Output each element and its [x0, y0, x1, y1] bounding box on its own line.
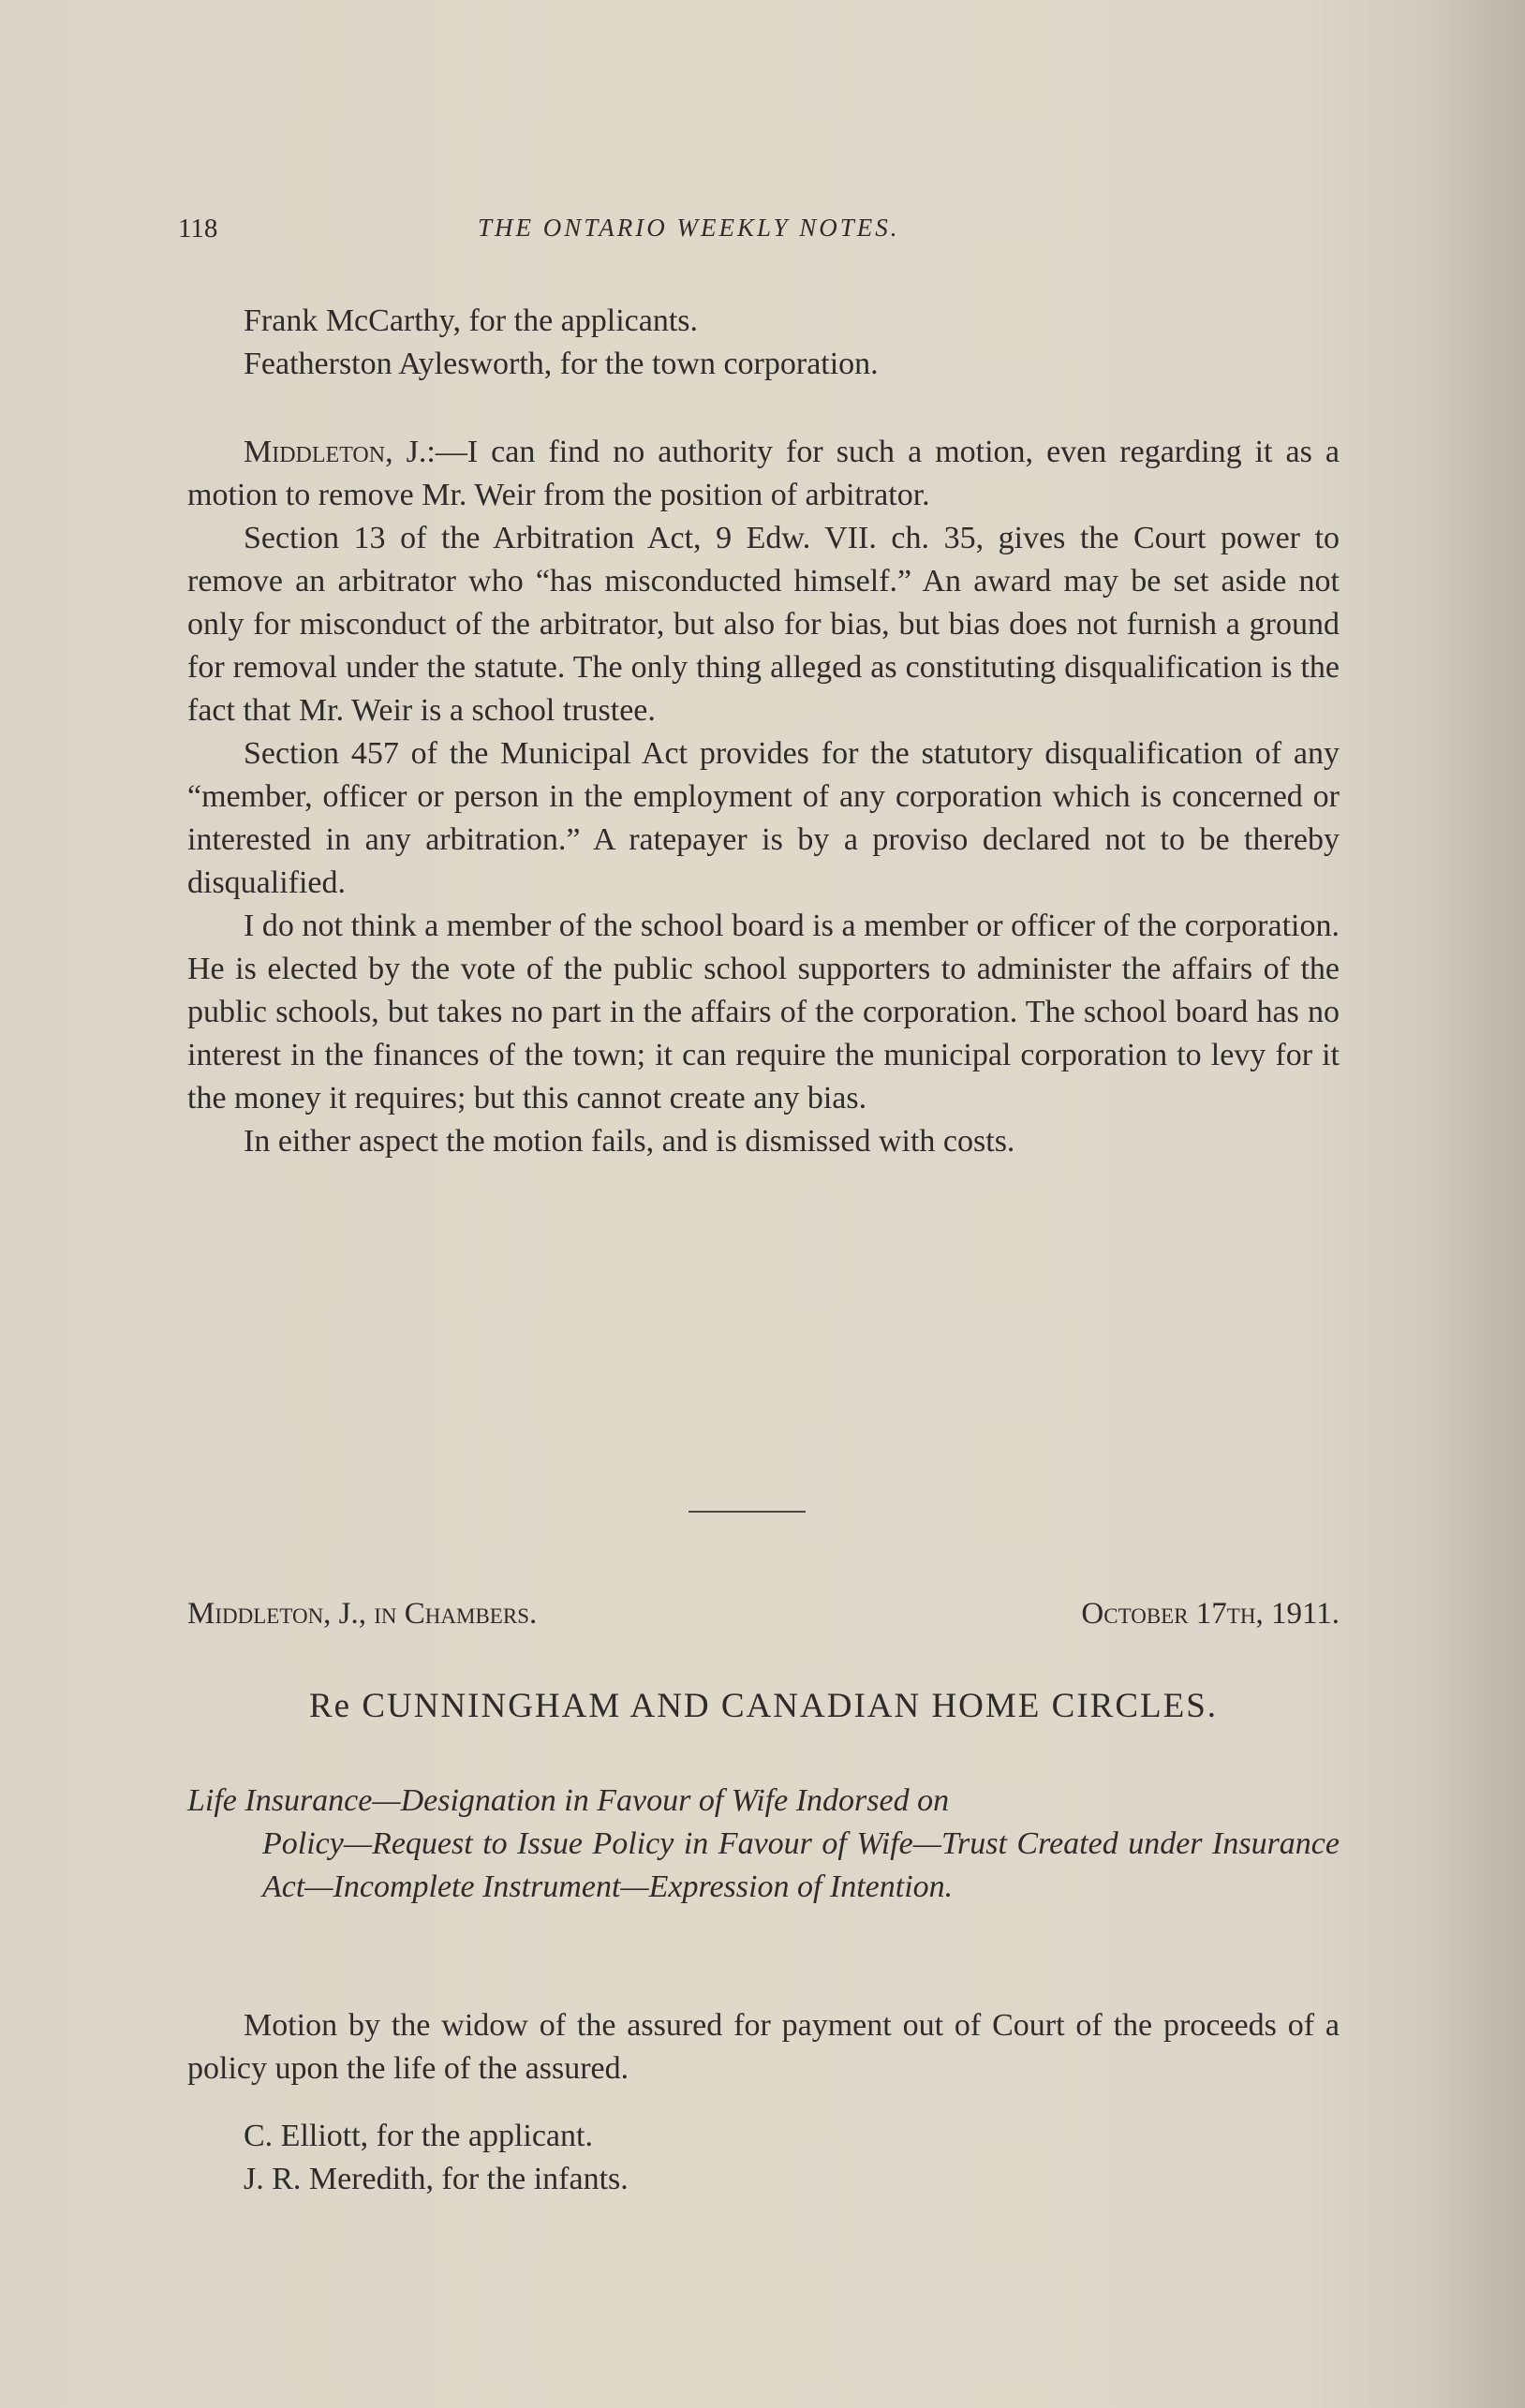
case-title: Re CUNNINGHAM AND CANADIAN HOME CIRCLES.: [308, 1687, 1219, 1725]
chambers-line: [187, 1597, 1340, 1640]
counsel-bottom: [187, 2115, 1340, 2201]
headnote: [187, 1780, 1340, 1909]
headnote-first-line: Life Insurance—Designation in Favour of Wife Indorsed on: [187, 1783, 950, 1818]
paragraph-municipal-act: Section 457 of the Municipal Act provides for the statutory disqualification of any “member, officer or person in the employment of any corporation which is concerned or interested in any arbitration.” A ratepayer is by a proviso declared not to be thereby disqualified.: [187, 736, 1340, 900]
counsel-town: Featherston Aylesworth, for the town corporation.: [244, 347, 879, 381]
headnote-continuation: Policy—Request to Issue Policy in Favour of Wife—Trust Created under Insurance Act—Incomplete Instrument—Expression of Intention.: [262, 1826, 1340, 1904]
judgment-body: [187, 431, 1340, 1163]
opening-text: :—I can find no authority for such a motion, even regarding it as a motion to remove Mr. Weir from the position of arbitrator.: [187, 435, 1340, 512]
counsel-applicant: C. Elliott, for the applicant.: [244, 2119, 593, 2153]
page-header: [178, 214, 1021, 251]
motion-text: Motion by the widow of the assured for payment out of Court of the proceeds of a policy upon the life of the assured.: [187, 2008, 1340, 2086]
paragraph-school-board: I do not think a member of the school board is a member or officer of the corporation. He is elected by the vote of the public school supporters to administer the affairs of the public schools, but takes no part in the affairs of the corporation. The school board has no interest in the finances of the town; it can require the municipal corporation to levy for it the money it requires; but this cannot create any bias.: [187, 909, 1340, 1115]
judgment-opening: [187, 431, 1340, 517]
counsel-applicants: Frank McCarthy, for the applicants.: [244, 303, 698, 338]
running-title: THE ONTARIO WEEKLY NOTES.: [478, 214, 900, 242]
paragraph-conclusion: In either aspect the motion fails, and is dismissed with costs.: [244, 1124, 1015, 1159]
counsel-infants: J. R. Meredith, for the infants.: [244, 2162, 629, 2196]
judge-chambers: Middleton, J., in Chambers.: [187, 1597, 538, 1631]
counsel-top: [187, 300, 1340, 386]
decision-date: October 17th, 1911.: [1081, 1597, 1340, 1631]
judge-name: Middleton, J.: [244, 435, 427, 469]
section-divider: [688, 1511, 806, 1513]
motion-paragraph: [187, 2004, 1340, 2090]
page-number: 118: [178, 214, 218, 244]
paragraph-arbitration-act: Section 13 of the Arbitration Act, 9 Edw. VII. ch. 35, gives the Court power to remove an arbitrator who “has misconducted himself.” An award may be set aside not only for misconduct of the arbitrator, but also for bias, but bias does not furnish a ground for removal under the statute. The only thing alleged as constituting disqualification is the fact that Mr. Weir is a school trustee.: [187, 521, 1340, 728]
